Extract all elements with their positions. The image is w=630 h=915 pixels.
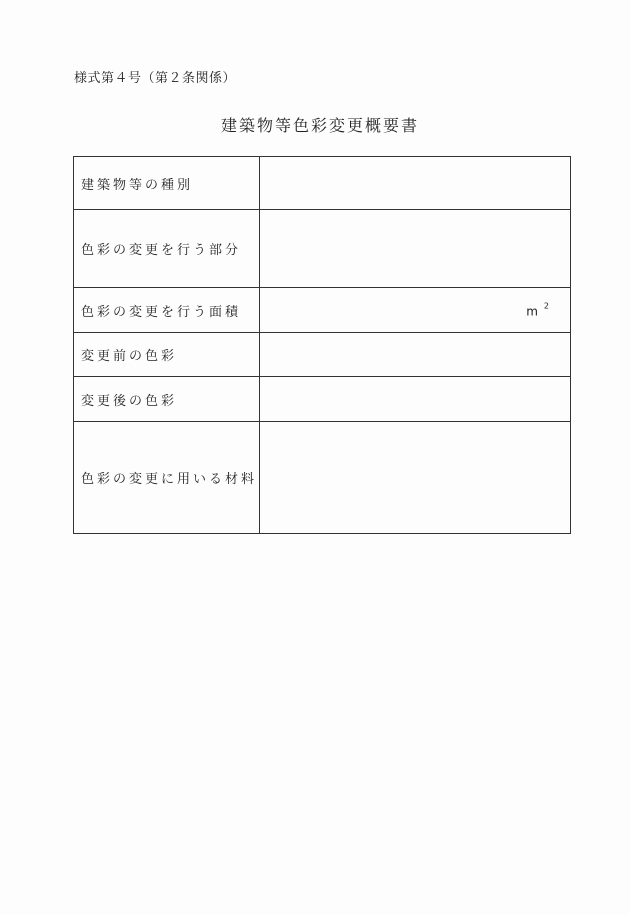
summary-table (73, 156, 571, 534)
area-unit (526, 302, 549, 319)
table-row (74, 333, 571, 377)
table-row (74, 377, 571, 422)
document-title: 建築物等色彩変更概要書 (220, 116, 419, 135)
row-label-color-before: 変更前の色彩 (74, 333, 260, 377)
row-label-change-area: 色彩の変更を行う面積 (74, 288, 260, 333)
row-label-materials: 色彩の変更に用いる材料 (74, 422, 260, 534)
table-row (74, 288, 571, 333)
row-value-color-before (260, 333, 571, 377)
table-row (74, 210, 571, 288)
row-value-change-part (260, 210, 571, 288)
row-value-materials (260, 422, 571, 534)
row-value-change-area (260, 288, 571, 333)
area-unit-symbol: m (526, 304, 538, 319)
form-number-label: 様式第４号（第２条関係） (74, 71, 237, 86)
table-row (74, 422, 571, 534)
table-row (74, 157, 571, 210)
row-value-color-after (260, 377, 571, 422)
row-value-building-type (260, 157, 571, 210)
row-label-building-type: 建築物等の種別 (74, 157, 260, 210)
row-label-change-part: 色彩の変更を行う部分 (74, 210, 260, 288)
row-label-color-after: 変更後の色彩 (74, 377, 260, 422)
area-unit-exponent: 2 (543, 301, 549, 311)
